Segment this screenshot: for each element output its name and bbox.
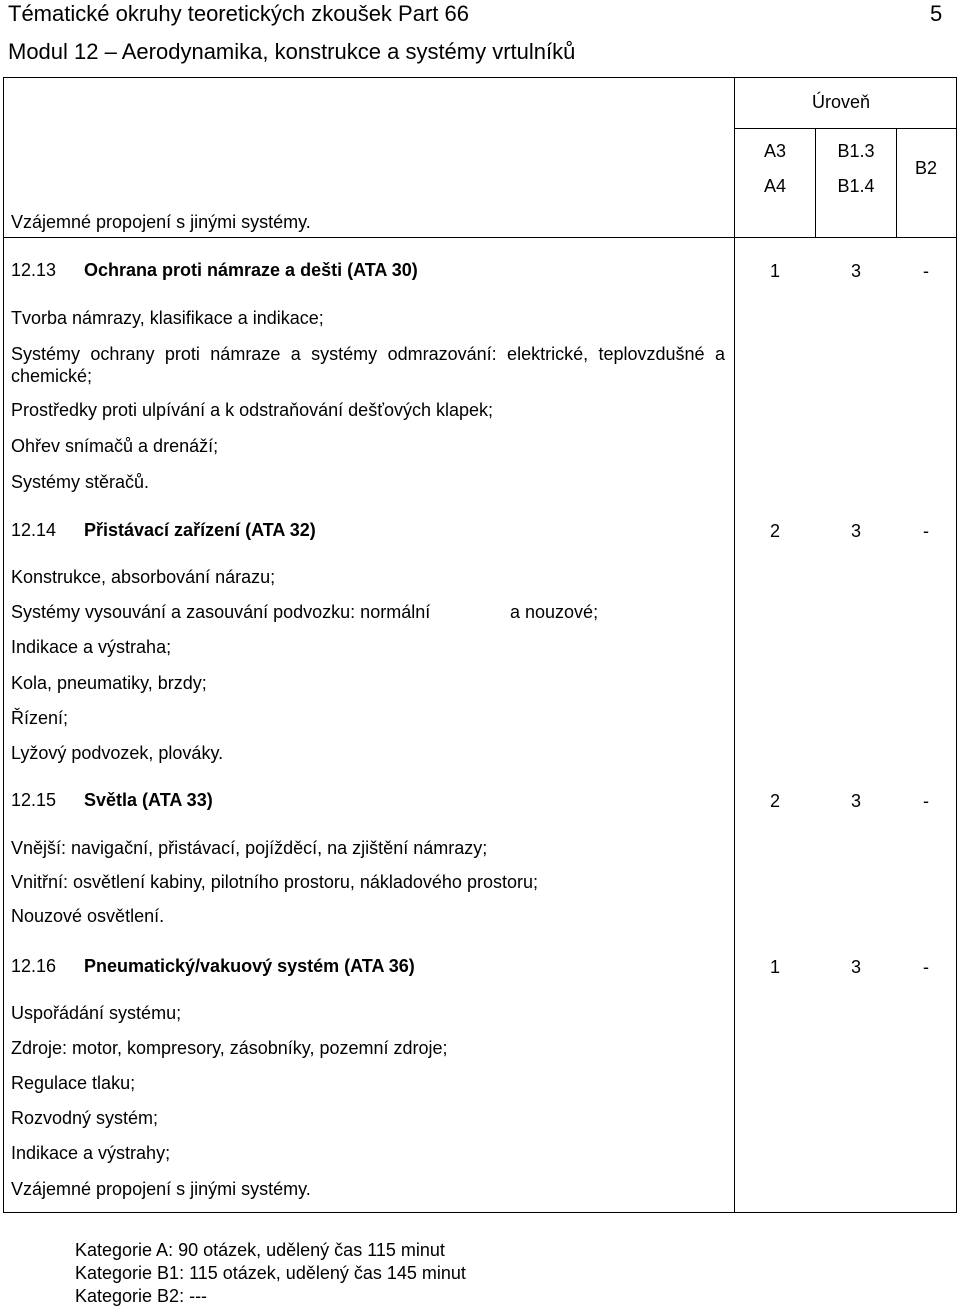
table-bottom-border xyxy=(3,1212,957,1213)
category-b1-note: Kategorie B1: 115 otázek, udělený čas 145 minut xyxy=(75,1263,466,1283)
list-item: Uspořádání systému; xyxy=(11,1003,182,1023)
list-item: Ohřev snímačů a drenáží; xyxy=(11,436,219,456)
document-title: Tématické okruhy teoretických zkoušek Part 66 xyxy=(8,1,469,26)
section-title: Světla (ATA 33) xyxy=(84,790,213,810)
table-left-border xyxy=(3,77,4,1213)
level-value-b1: 3 xyxy=(850,521,861,541)
list-item: Zdroje: motor, kompresory, zásobníky, pozemní zdroje; xyxy=(11,1038,448,1058)
level-value-b2: - xyxy=(923,261,929,281)
level-col-a4: A4 xyxy=(763,176,787,196)
list-item: Vnitřní: osvětlení kabiny, pilotního prostoru, nákladového prostoru; xyxy=(11,872,538,892)
table-header-divider xyxy=(3,237,957,238)
list-item-continuation: a nouzové; xyxy=(510,602,599,622)
list-item: Systémy vysouvání a zasouvání podvozku: normální xyxy=(11,602,431,622)
list-item: Tvorba námrazy, klasifikace a indikace; xyxy=(11,308,324,328)
level-col-b14: B1.4 xyxy=(837,176,875,196)
level-header: Úroveň xyxy=(812,92,871,112)
level-value-a: 2 xyxy=(769,521,780,541)
level-value-b2: - xyxy=(923,791,929,811)
category-a-note: Kategorie A: 90 otázek, udělený čas 115 minut xyxy=(75,1240,445,1260)
section-title: Pneumatický/vakuový systém (ATA 36) xyxy=(84,956,415,976)
module-subtitle: Modul 12 – Aerodynamika, konstrukce a systémy vrtulníků xyxy=(8,39,576,64)
level-value-b2: - xyxy=(923,957,929,977)
section-number: 12.15 xyxy=(11,790,57,810)
list-item: Prostředky proti ulpívání a k odstraňování dešťových klapek; xyxy=(11,400,494,420)
level-col-b2: B2 xyxy=(914,158,938,178)
level-col-b13: B1.3 xyxy=(837,141,875,161)
level-header-underline xyxy=(734,128,956,129)
list-item: Systémy stěračů. xyxy=(11,472,150,492)
level-column-divider xyxy=(734,77,735,1213)
list-item: Vnější: navigační, přistávací, pojížděcí, na zjištění námrazy; xyxy=(11,838,488,858)
level-value-b1: 3 xyxy=(850,957,861,977)
level-value-a: 1 xyxy=(769,261,780,281)
level-value-b2: - xyxy=(923,521,929,541)
level-col-a3: A3 xyxy=(763,141,787,161)
level-value-b1: 3 xyxy=(850,791,861,811)
level-value-a: 2 xyxy=(769,791,780,811)
carryover-text: Vzájemné propojení s jinými systémy. xyxy=(11,212,311,232)
page-number: 5 xyxy=(930,1,943,26)
section-number: 12.13 xyxy=(11,260,57,280)
level-value-a: 1 xyxy=(769,957,780,977)
level-col-divider-1 xyxy=(815,128,816,238)
list-item: Indikace a výstrahy; xyxy=(11,1143,171,1163)
list-item: Rozvodný systém; xyxy=(11,1108,159,1128)
list-item: Nouzové osvětlení. xyxy=(11,906,165,926)
list-item: Konstrukce, absorbování nárazu; xyxy=(11,567,276,587)
level-col-divider-2 xyxy=(896,128,897,238)
list-item: Indikace a výstraha; xyxy=(11,637,172,657)
list-item: Řízení; xyxy=(11,708,69,728)
section-title: Přistávací zařízení (ATA 32) xyxy=(84,520,316,540)
section-title: Ochrana proti námraze a dešti (ATA 30) xyxy=(84,260,418,280)
category-b2-note: Kategorie B2: --- xyxy=(75,1286,208,1306)
list-item: Lyžový podvozek, plováky. xyxy=(11,743,224,763)
table-right-border xyxy=(956,77,957,1213)
level-value-b1: 3 xyxy=(850,261,861,281)
list-item: Vzájemné propojení s jinými systémy. xyxy=(11,1179,311,1199)
section-number: 12.14 xyxy=(11,520,57,540)
list-item: Regulace tlaku; xyxy=(11,1073,136,1093)
section-number: 12.16 xyxy=(11,956,57,976)
list-item: Systémy ochrany proti námraze a systémy odmrazování: elektrické, teplovzdušné a chemické; xyxy=(11,344,725,386)
table-top-border xyxy=(3,77,957,78)
list-item: Kola, pneumatiky, brzdy; xyxy=(11,673,207,693)
